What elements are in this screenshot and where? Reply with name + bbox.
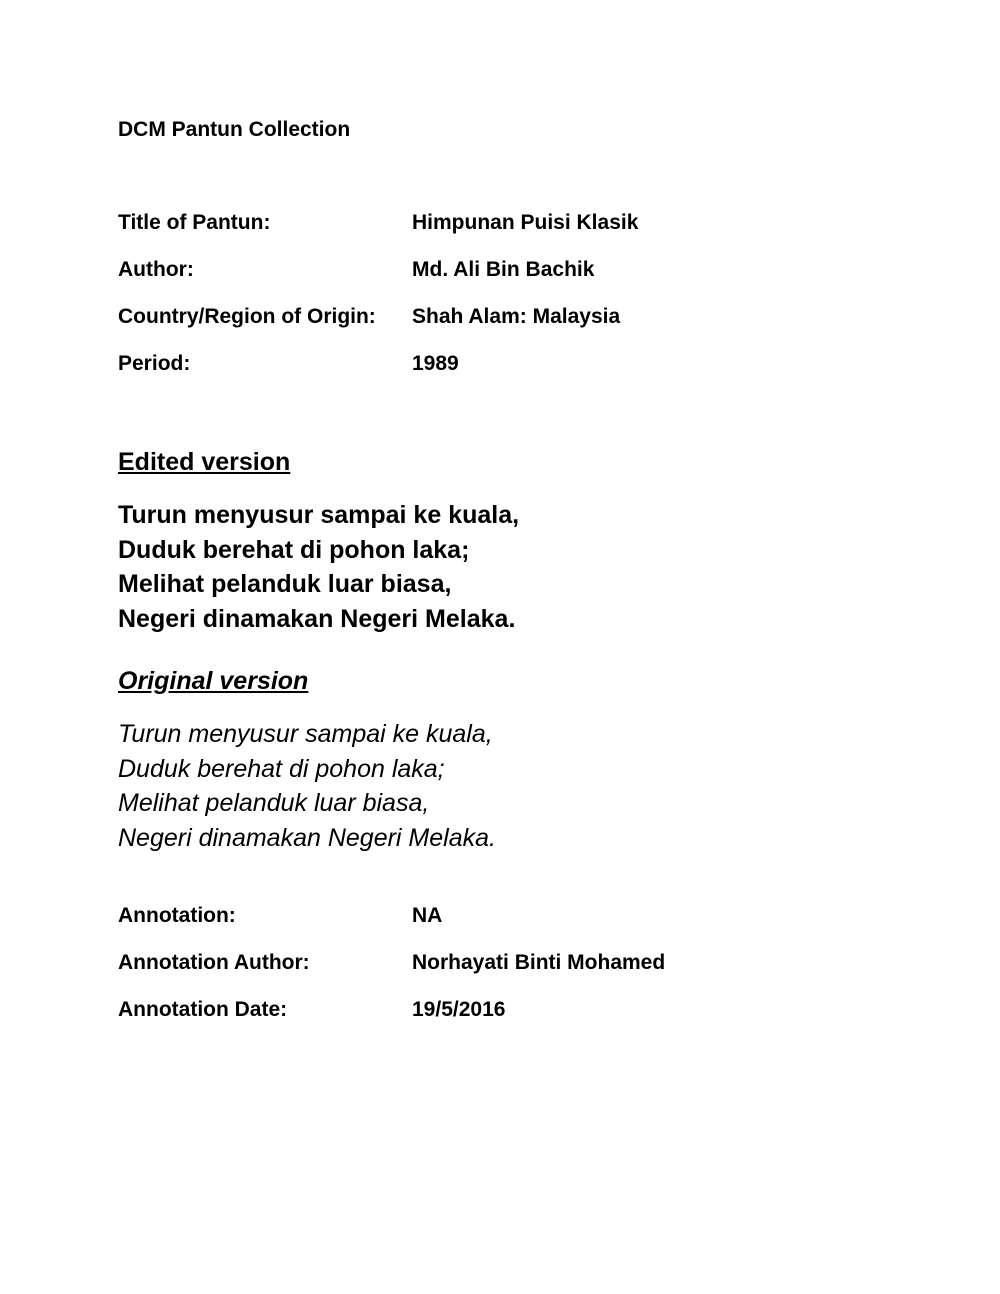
edited-verse xyxy=(118,498,519,636)
metadata-value: Himpunan Puisi Klasik xyxy=(412,211,639,234)
verse-line: Duduk berehat di pohon laka; xyxy=(118,754,445,783)
annotation-label: Annotation Date: xyxy=(118,998,288,1021)
annotation-value: Norhayati Binti Mohamed xyxy=(412,951,666,974)
annotation-author-row xyxy=(118,951,918,979)
verse-line: Melihat pelanduk luar biasa, xyxy=(118,789,430,817)
annotation-row xyxy=(118,904,918,932)
verse-line: Duduk berehat di pohon laka; xyxy=(118,535,470,564)
verse-line: Turun menyusur sampai ke kuala, xyxy=(118,720,493,748)
metadata-value: 1989 xyxy=(412,352,459,375)
annotation-label: Annotation: xyxy=(118,904,236,927)
metadata-label: Author: xyxy=(118,258,194,281)
annotation-date-row xyxy=(118,998,918,1026)
metadata-label: Period: xyxy=(118,352,191,375)
verse-line: Turun menyusur sampai ke kuala, xyxy=(118,501,520,529)
metadata-label: Title of Pantun: xyxy=(118,211,271,234)
verse-line: Melihat pelanduk luar biasa, xyxy=(118,570,452,598)
metadata-row-origin xyxy=(118,305,918,333)
metadata-value: Md. Ali Bin Bachik xyxy=(412,258,595,281)
collection-title: DCM Pantun Collection xyxy=(118,118,351,141)
metadata-value: Shah Alam: Malaysia xyxy=(412,305,621,328)
metadata-row-author xyxy=(118,258,918,286)
edited-version-heading: Edited version xyxy=(118,448,291,476)
metadata-row-period xyxy=(118,352,918,380)
annotation-value: NA xyxy=(412,904,443,927)
metadata-row-title xyxy=(118,211,918,239)
annotation-label: Annotation Author: xyxy=(118,951,310,974)
original-version-heading: Original version xyxy=(118,667,309,695)
verse-line: Negeri dinamakan Negeri Melaka. xyxy=(118,823,496,852)
original-verse xyxy=(118,717,496,855)
verse-line: Negeri dinamakan Negeri Melaka. xyxy=(118,604,516,633)
annotation-value: 19/5/2016 xyxy=(412,998,506,1021)
metadata-label: Country/Region of Origin: xyxy=(118,305,376,328)
